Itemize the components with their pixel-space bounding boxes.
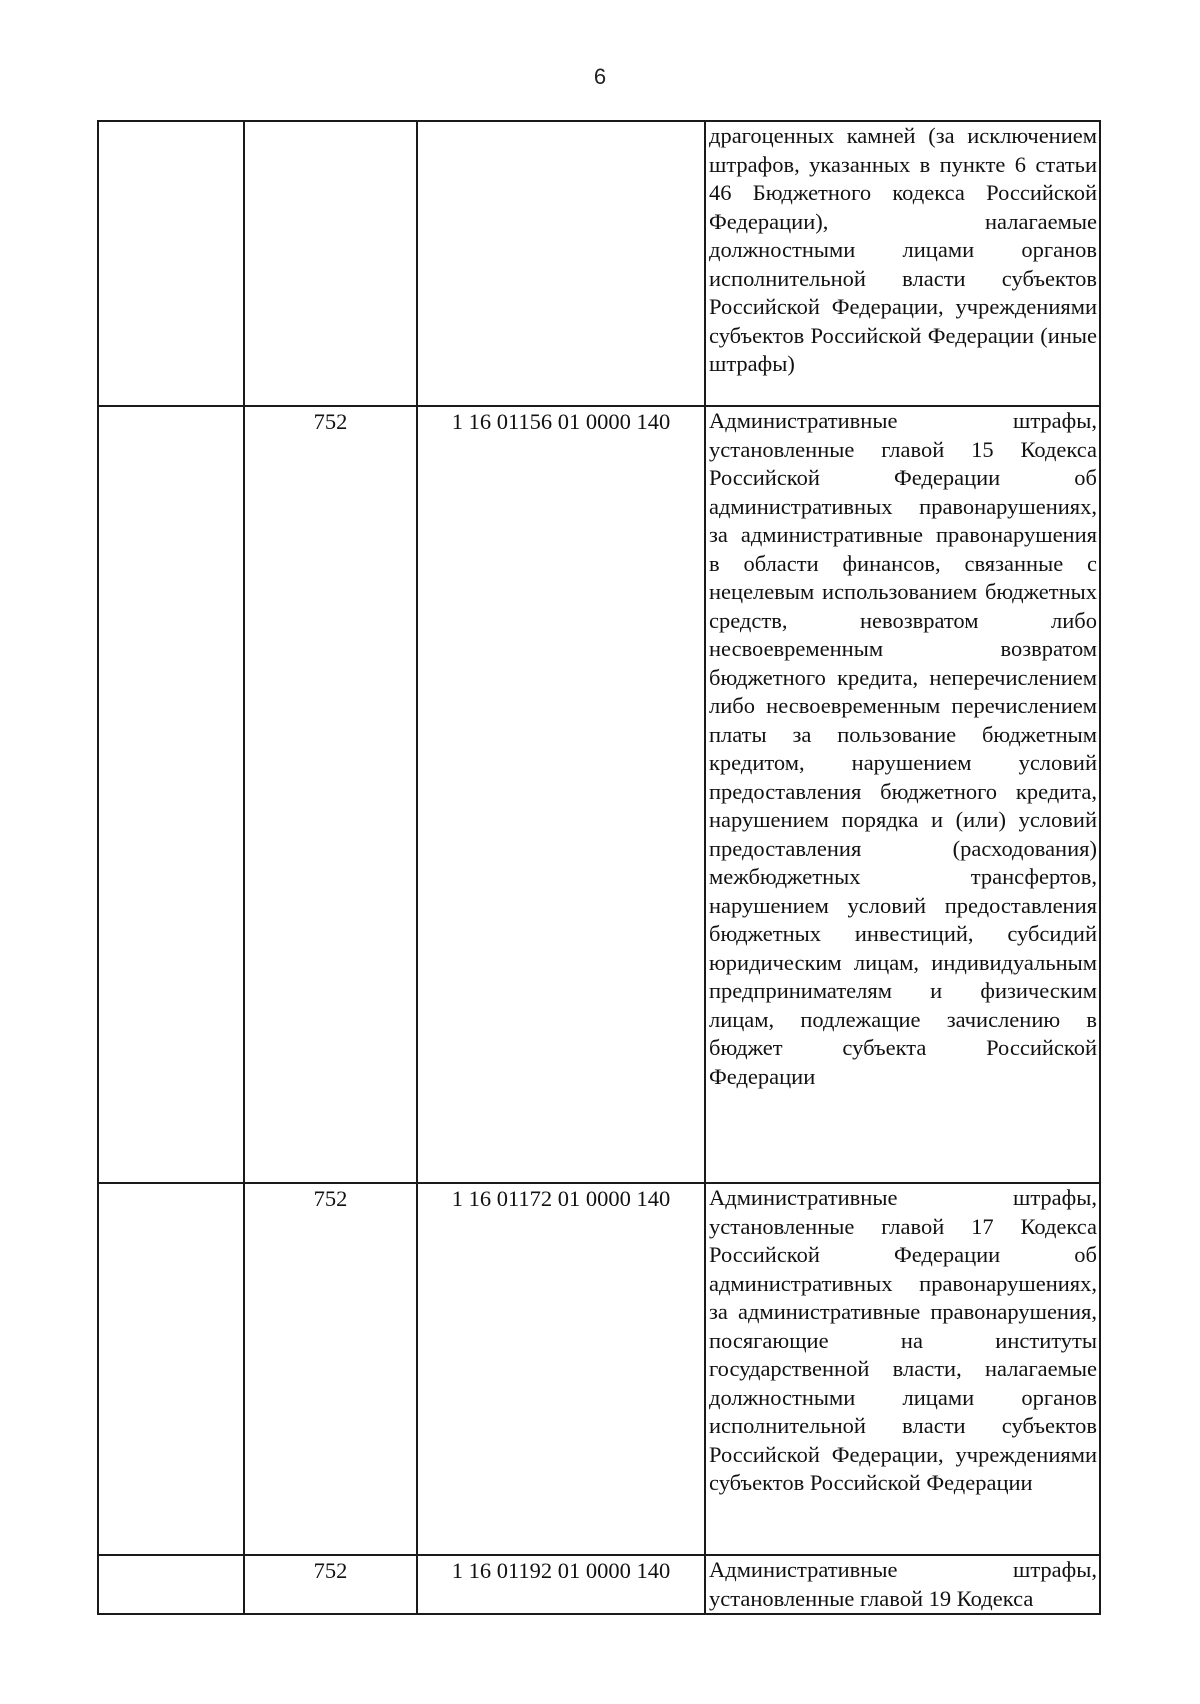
budget-classification-code-cell: 1 16 01192 01 0000 140	[417, 1555, 705, 1614]
page-number: 6	[593, 64, 607, 89]
budget-classification-code-cell: 1 16 01172 01 0000 140	[417, 1183, 705, 1555]
budget-classification-code-cell: 1 16 01156 01 0000 140	[417, 406, 705, 1183]
blank-cell	[98, 121, 244, 406]
revenue-description-text: Административные штрафы, установленные главой 19 Кодекса	[709, 1557, 1097, 1611]
table-row	[98, 1555, 1100, 1614]
administrator-code-cell: 752	[244, 1555, 417, 1614]
administrator-code-cell: 752	[244, 406, 417, 1183]
revenue-description-text: драгоценных камней (за исключением штрафов, указанных в пункте 6 статьи 46 Бюджетного кодекса Российской Федерации), налагаемые должностными лицами органов исполнительной власти субъектов Российской Федерации, учреждениями субъектов Российской Федерации (иные штрафы)	[709, 123, 1097, 376]
blank-cell	[98, 1555, 244, 1614]
administrator-code-cell	[244, 121, 417, 406]
blank-cell	[98, 1183, 244, 1555]
revenue-description-cell	[705, 1555, 1100, 1614]
table-row	[98, 1183, 1100, 1555]
revenue-description-text: Административные штрафы, установленные главой 15 Кодекса Российской Федерации об административных правонарушениях, за административные правонарушения в области финансов, связанные с нецелевым использованием бюджетных средств, невозвратом либо несвоевременным возвратом бюджетного кредита, неперечислением либо несвоевременным перечислением платы за пользование бюджетным кредитом, нарушением условий предоставления бюджетного кредита, нарушением порядка и (или) условий предоставления (расходования) межбюджетных трансфертов, нарушением условий предоставления бюджетных инвестиций, субсидий юридическим лицам, индивидуальным предпринимателям и физическим лицам, подлежащие зачислению в бюджет субъекта Российской Федерации	[709, 408, 1097, 1089]
revenue-description-cell	[705, 1183, 1100, 1555]
revenue-description-text: Административные штрафы, установленные главой 17 Кодекса Российской Федерации об административных правонарушениях, за административные правонарушения, посягающие на институты государственной власти, налагаемые должностными лицами органов исполнительной власти субъектов Российской Федерации, учреждениями субъектов Российской Федерации	[709, 1185, 1097, 1495]
budget-classification-code-cell	[417, 121, 705, 406]
blank-cell	[98, 406, 244, 1183]
revenue-description-cell	[705, 121, 1100, 406]
table-row	[98, 121, 1100, 406]
administrator-code-cell: 752	[244, 1183, 417, 1555]
budget-revenue-table	[97, 120, 1101, 1615]
table-row	[98, 406, 1100, 1183]
revenue-description-cell	[705, 406, 1100, 1183]
